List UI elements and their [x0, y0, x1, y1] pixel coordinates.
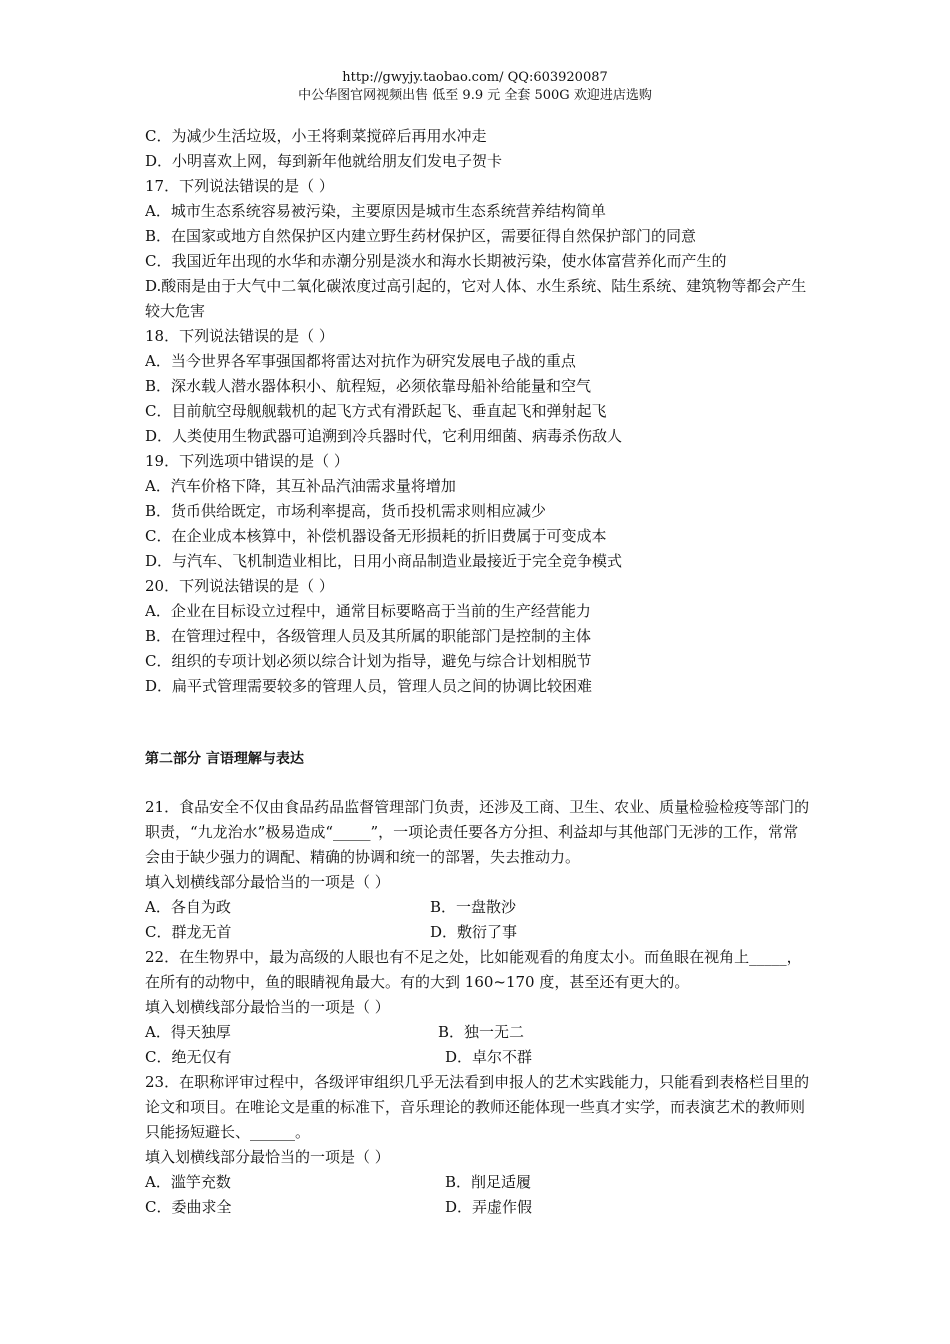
q21-stem: 21．食品安全不仅由食品药品监督管理部门负责，还涉及工商、卫生、农业、质量检验检疫等部门的职责，“九龙治水”极易造成“_____”，一项论责任要各方分担、利益却与其他部门无涉的工作，常常会由于缺少强力的调配、精确的协调和统一的部署，失去推动力。 — [145, 798, 810, 866]
q19-option-c: C．在企业成本核算中，补偿机器设备无形损耗的折旧费属于可变成本 — [145, 527, 607, 545]
q23-option-d: D．弄虚作假 — [445, 1198, 533, 1216]
q23-option-a: A．滥竽充数 — [145, 1173, 231, 1191]
prev-option-c: C．为减少生活垃圾，小王将剩菜搅碎后再用水冲走 — [145, 127, 487, 145]
q18-option-a: A．当今世界各军事强国都将雷达对抗作为研究发展电子战的重点 — [145, 352, 576, 370]
prev-option-d: D．小明喜欢上网，每到新年他就给朋友们发电子贺卡 — [145, 152, 503, 170]
q21-prompt: 填入划横线部分最恰当的一项是（ ） — [145, 873, 390, 891]
q23-stem: 23．在职称评审过程中，各级评审组织几乎无法看到申报人的艺术实践能力，只能看到表格栏目里的论文和项目。在唯论文是重的标准下，音乐理论的教师还能体现一些真才实学，而表演艺术的教师则只能扬短避长、______。 — [145, 1073, 810, 1141]
page-header — [0, 69, 950, 105]
q21-option-d: D．敷衍了事 — [430, 923, 518, 941]
q19-stem: 19．下列选项中错误的是（ ） — [145, 452, 349, 470]
q23-options-row-2 — [145, 1195, 810, 1220]
q19-option-a: A．汽车价格下降，其互补品汽油需求量将增加 — [145, 477, 456, 495]
header-promo-line: 中公华图官网视频出售 低至 9.9 元 全套 500G 欢迎进店选购 — [298, 88, 652, 103]
q20-option-d: D．扁平式管理需要较多的管理人员，管理人员之间的协调比较困难 — [145, 677, 593, 695]
q18-option-d: D．人类使用生物武器可追溯到冷兵器时代，它利用细菌、病毒杀伤敌人 — [145, 427, 623, 445]
q23-option-b: B．削足适履 — [445, 1173, 532, 1191]
q21-option-a: A．各自为政 — [145, 898, 231, 916]
q19-option-b: B．货币供给既定，市场利率提高，货币投机需求则相应减少 — [145, 502, 547, 520]
q22-option-d: D．卓尔不群 — [445, 1048, 533, 1066]
q17-option-d: D.酸雨是由于大气中二氧化碳浓度过高引起的，它对人体、水生系统、陆生系统、建筑物等都会产生较大危害 — [145, 277, 807, 320]
q17-option-b: B．在国家或地方自然保护区内建立野生药材保护区，需要征得自然保护部门的同意 — [145, 227, 697, 245]
q23-options-row-1 — [145, 1170, 810, 1195]
q20-option-a: A．企业在目标设立过程中，通常目标要略高于当前的生产经营能力 — [145, 602, 591, 620]
q19-option-d: D．与汽车、飞机制造业相比，日用小商品制造业最接近于完全竞争模式 — [145, 552, 623, 570]
q21-options-row-2 — [145, 920, 810, 945]
q20-stem: 20．下列说法错误的是（ ） — [145, 577, 334, 595]
q22-stem: 22．在生物界中，最为高级的人眼也有不足之处，比如能观看的角度太小。而鱼眼在视角上_____，在所有的动物中，鱼的眼睛视角最大。有的大到 160~170 度，甚至还有更大的。 — [145, 948, 802, 991]
q17-stem: 17．下列说法错误的是（ ） — [145, 177, 334, 195]
q20-option-b: B．在管理过程中，各级管理人员及其所属的职能部门是控制的主体 — [145, 627, 592, 645]
q17-option-a: A．城市生态系统容易被污染，主要原因是城市生态系统营养结构简单 — [145, 202, 606, 220]
section-title: 第二部分 言语理解与表达 — [145, 751, 304, 767]
q22-option-b: B．独一无二 — [438, 1023, 525, 1041]
q22-options-row-1 — [145, 1020, 810, 1045]
q18-option-c: C．目前航空母舰舰载机的起飞方式有滑跃起飞、垂直起飞和弹射起飞 — [145, 402, 607, 420]
q22-option-c: C．绝无仅有 — [145, 1048, 232, 1066]
q22-prompt: 填入划横线部分最恰当的一项是（ ） — [145, 998, 390, 1016]
header-url-line: http://gwyjy.taobao.com/ QQ:603920087 — [342, 70, 608, 85]
q21-options-row-1 — [145, 895, 810, 920]
q23-option-c: C．委曲求全 — [145, 1198, 232, 1216]
q18-option-b: B．深水载人潜水器体积小、航程短，必须依靠母船补给能量和空气 — [145, 377, 592, 395]
document-body — [145, 124, 810, 1220]
q22-options-row-2 — [145, 1045, 810, 1070]
q18-stem: 18．下列说法错误的是（ ） — [145, 327, 334, 345]
q21-option-b: B．一盘散沙 — [430, 898, 517, 916]
q22-option-a: A．得天独厚 — [145, 1023, 231, 1041]
q23-prompt: 填入划横线部分最恰当的一项是（ ） — [145, 1148, 390, 1166]
q17-option-c: C．我国近年出现的水华和赤潮分别是淡水和海水长期被污染，使水体富营养化而产生的 — [145, 252, 727, 270]
q20-option-c: C．组织的专项计划必须以综合计划为指导，避免与综合计划相脱节 — [145, 652, 592, 670]
q21-option-c: C．群龙无首 — [145, 923, 232, 941]
